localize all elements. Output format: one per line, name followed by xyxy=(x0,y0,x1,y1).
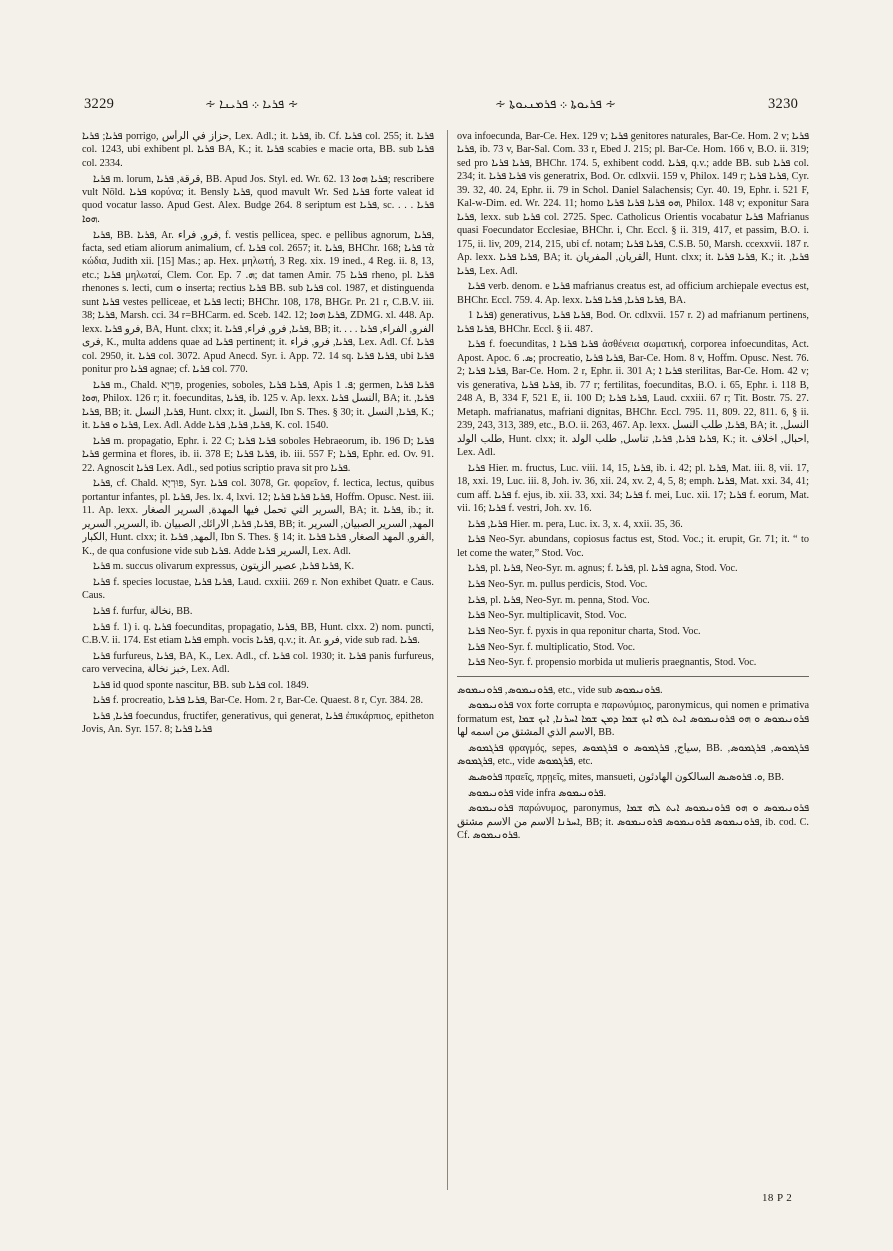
dictionary-entry: ܦܪܘܢܝܡܘܣ vox forte corrupta e παρωνύμιος, paronymicus, qui nomen e primativa formatum est, ܦܪܘܢܝܡܘܣ ܘ ܗܘ ܦܪܘܢܝܡܘܣ ܐܝܬ ܠܗ ܐܝܟ ܫܡܐ ܕܡܢ ܫܡܐ ܐܚܪܢܐ, ܐܝܟ ܫܡܐ الاسم الذي المشتق من اسمه لها, BB. xyxy=(457,700,809,739)
left-page-number: 3229 xyxy=(84,96,115,112)
left-running-head: ∻ ܦܪܝܐ ܀ ܦܪܝܢܐ ∻ xyxy=(205,96,299,111)
dictionary-entry: ܦܪܝܐ verb. denom. e ܦܪܝܐ mafrianus creatus est, ad officium archiepale evectus est, BHChr. Eccl. 759. 4. Ap. lexx. ܦܪܝܐ ܦܪܝܐ, ܦܪܝܐ ܦܪܝܐ, BA. xyxy=(457,281,809,306)
dictionary-entry: ܦܪܝܐ m. succus olivarum expressus, ܦܪܝܐ ܦܪܝܐ, عصير الزيتون, K. xyxy=(93,561,355,573)
dictionary-entry: ܦܪܝܐ, pl. ܦܪܝܐ, Neo-Syr. m. agnus; f. ܦܪܝܐ, pl. ܦܪܝܐ agna, Stod. Voc. xyxy=(468,563,738,575)
dictionary-entry: ܦܪܝܐ, ܦܪܝܐ foecundus, fructifer, generativus, qui generat, ܦܪܝܐ ἐπικάρπιος, epitheton Jovis, An. Syr. 157. 8; ܦܪܝܐ ܦܪܝܐ xyxy=(82,711,434,736)
dictionary-entry: ܦܪܝܐ Neo-Syr. f. multiplicatio, Stod. Voc. xyxy=(468,641,636,653)
dictionary-entry: ova infoecunda, Bar-Ce. Hex. 129 v; ܦܪܝܐ genitores naturales, Bar-Ce. Hom. 2 v; ܦܪܝܐ ܦܪܝܐ, ib. 73 v, Bar-Sal. Com. 33 r, Ebed J. 215; pl. Bar-Ce. Hom. 166 v, B.O. ii. 319; sed pro ܦܪܝܐ ܦܪܝܐ, BHChr. 174. 5, exhibent codd. ܦܪܝܐ, q.v.; adde BB. sub ܦܪܝܐ col. 234; it. ܦܪܝܐ ܦܪܝܐ vis generatrix, Bod. Or. cdlxvii. 159 v, Philox. 149 r; ܦܪܝܐ ܦܪܝܐ, Cyr. 39. 32, 40. 24, Ephr. ii. 79 in Schol. Daniel Salachensis; Cyr. 40. 19, Ephr. i. 521 F, Kal-w-Dim. ed. Wr. 224. 11; homo ܗܘ ܦܪܝܐ ܦܪܝܐ ܦܪܝܐ, Philox. 148 v; exponitur Sara ܦܪܝܐ, lexx. sub ܦܪܝܐ col. 2725. Spec. Catholicus Orientis vocabatur ܦܪܝܐ Mafrianus quasi Foecundator Ecclesiae, BHChr. i, Chr. Eccl. § ii. 319, 417, et passim, B.O. i. 175, ii. liv, 209, 214, 215, ubi cf. notam; ܦܪܝܐ ܦܪܝܐ, C.S.B. 50, Marsh. ccexxvii. 187 r. Ap. lexx. ܦܪܝܐ ܦܪܝܐ, BA; it. القريان, المفريان, Hunt. clxx; it. ܦܪܝܐ ܦܪܝܐ, K.; it. ܦܪܝܐ, ܦܪܝܐ, Lex. Adl. xyxy=(457,131,809,277)
right-page-number: 3230 xyxy=(768,96,799,112)
section-rule xyxy=(457,676,809,677)
dictionary-entry: ܦܪܘܣܝܣ πραεῖς, πρῃεῖς, mites, mansueti, ܘ. ܦܪܘܣܝܣ السالكون الهادئون, BB. xyxy=(468,771,784,783)
dictionary-entry: ܦܪܓܡܘܣ φραγμός, sepes, سياج, ܦܪܓܡܘܣ ܘ ܦܪܓܡܘܣ, BB. ܦܪܓܡܘܣ, ܦܪܓܡܘܣ, ܦܪܓܡܘܣ, etc., vide ܦܪܓܡܘܣ, etc. xyxy=(457,742,809,768)
dictionary-entry: ܦܪܝܐ f. foecunditas, ܦܪܝܐ ܦܪܝܐ ܐ ἀσθένεια σωματική, corporea infoecunditas, Act. Apost. Apoc. ܣ. 6; procreatio, ܦܪܝܐ ܦܪܝܐ, Bar-Ce. Hom. 8 v, Hoffm. Opusc. Nest. 76. 2; ܦܪܝܐ ܦܪܝܐ, Bar-Ce. Hom. 2 r, Ephr. ii. 301 A; ܦܪܝܐ ܐ sterilitas, Bar-Ce. Hom. 42 v; vis generativa, ܦܪܝܐ ܦܪܝܐ, ib. 77 r; fertilitas, foecunditas, B.O. i. 65, Ephr. i. 118 B, 248 A, B, 334 F, 521 E, ii. 100 D; ܦܪܝܐ ܦܪܝܐ, Laud. cxxiii. 67 r; Tit. Bostr. 75. 27. Metaph. mafrianatus, mafriani dignitas, BHChr. Eccl. 795. 11, 809. 22, 811. 6, § ii. 239, 243, 313, 389, etc., B.O. ii. 263, 467. Ap. lexx. ܦܪܝܐ, طلب النسل, BA; it. النسل, طلب الولد, Hunt. clxx; it. ܦܪܝܐ ܦܪܝܐ, ܦܪܝܐ, تناسل, طلب الولد, K.; it. احبال, اخلاف, Lex. Adl. xyxy=(457,339,809,458)
dictionary-entry: ܦܪܝܐ Neo-Syr. f. propensio morbida ut mulieris praegnantis, Stod. Voc. xyxy=(468,657,757,669)
dictionary-entry: ܦܪܝܐ Neo-Syr. multiplicavit, Stod. Voc. xyxy=(468,610,627,622)
dictionary-entry: ܦܪܘܢܝܡܘܣ παρώνυμος, paronymus, ܦܪܘܢܝܡܘܣ ܘ ܗܘ ܦܪܘܢܝܡܘܣ ܐܝܬ ܠܗ ܫܡܐ ܐܚܪܢܐ الاسم من الاسم مشتق, BB; it. ܦܪܘܢܝܡܘܣ ܦܪܘܢܝܡܘܣ ܦܪܘܢܝܡܘܣ, ib. cod. C. Cf. ܦܪܘܢܝܡܘܣ. xyxy=(457,803,809,842)
dictionary-entry: ܦܪܝܐ m., Chald. פִּרְיָא, progenies, soboles, ܦܪܝܐ ܦܪܝܐ, Apis ܦ. 1; germen, ܦܪܝܐ ܦܪܝܐ ܗܘܐ, Philox. 126 r; it. foecunditas, ܦܪܝܐ, ib. 125 v. Ap. lexx. النسل ܦܪܝܐ, BA; it. ܦܪܝܐ, ܦܪܝܐ, BB; it. ܦܪܝܐ, النسل, Hunt. clxx; it. النسل, Ibn S. Thes. § 30; it. ܦܪܝܐ, النسل, K.; it. ܦܪܝܐ ܘ ܦܪܝܐ, Lex. Adl. Adde ܦܪܝܐ, ܦܪܝܐ, ܦܪܝܐ, K. col. 1540. xyxy=(82,379,434,432)
dictionary-entry: ܦܪܝܐ, ܦܪܝܐ Hier. m. pera, Luc. ix. 3, x. 4, xxii. 35, 36. xyxy=(468,518,683,530)
dictionary-entry: ܦܪܝܐ f. procreatio, ܦܪܝܐ ܦܪܝܐ, Bar-Ce. Hom. 2 r, Bar-Ce. Quaest. 8 r, Cyr. 384. 28. xyxy=(93,695,424,707)
left-column xyxy=(82,130,434,1193)
dictionary-entry: ܦܪܝܐ, cf. Chald. פּוּרְיָא, Syr. ܦܪܝܐ col. 3078, Gr. φορεῖον, f. lectica, lectus, quibus portantur infantes, pl. ܦܪܝܐ, Jes. lx. 4, lxvi. 12; ܦܪܝܐ ܦܪܝܐ ܦܪܝܐ, Hoffm. Opusc. Nest. iii. 11. Ap. lexx. السرير التي تحمل فيها المهدة, السرير الصغار, BA; it. ܦܪܝܐ, ib.; it. السرير, السرير, ib. ܦܪܝܐ, ܦܪܝܐ, الارائك, الصبيان, BB; it. المهد, السرير الصبيان, السرير الكبار, Hunt. clxx; it. المهد, ܦܪܝܐ, Ibn S. Thes. § 14; it. الفرو, المهد الصغار, ܦܪܝܐ ܦܪܝܐ, K., de qua confusione vide sub ܦܪܝܐ. Adde السرير ܦܪܝܐ, Lex. Adl. xyxy=(82,478,434,557)
dictionary-entry: ܦܪܝܐ Neo-Syr. f. pyxis in qua reponitur charta, Stod. Voc. xyxy=(468,625,701,637)
dictionary-entry: ܦܪܝܐ 1) generativus, ܦܪܝܐ ܦܪܝܐ, Bod. Or. cdlxvii. 157 r. 2) ad mafrianum pertinens, ܦܪܝܐ ܦܪܝܐ, BHChr. Eccl. § ii. 487. xyxy=(457,310,809,335)
dictionary-entry: ܦܪܝܐ, BB. ܦܪܝܐ, Ar. فرو, فراء, f. vestis pellicea, spec. e pellibus agnorum, ܦܪܝܐ, facta, sed etiam aliorum animalium, cf. ܦܪܝܐ col. 2657; it. ܦܪܝܐ, BHChr. 168; ܦܪܝܐ τὰ κώδια, Judith xii. [15] Mas.; ap. Hex. μηλωτή, 3 Reg. xix. 19 ined., 4 Reg. ii. 8, 13, etc.; ܦܪܝܐ μηλωταί, Clem. Cor. Ep. ܗ. 7; dat tamen Amir. 75 ܦܪܝܐ rheno, pl. ܦܪܝܐ rhenones s. lecti, cum ܘ inserta; rectius ܦܪܝܐ BB. sub ܦܪܝܐ col. 1987, et distinguenda sunt ܦܪܝܐ vestes pelliceae, et ܦܪܝܐ lecti; BHChr. 108, 178, BHGr. Pr. 21 r, C.B.V. iii. 38; ܦܪܝܐ, Marsh. cci. 34 r=BHCarm. ed. Sceb. 142. 12; ܦܪܝܐ ܗܘܐ, ZDMG. xl. 448. Ap. lexx. فرو ܦܪܝܐ, BA, Hunt. clxx; it. ܦܪܝܐ, فرو, فراء, ܦܪܝܐ, BB; it. الفرو, الفراء, ܦܪܝܐ . . . فرى, K., multa addens quae ad ܦܪܝܐ pertinent; it. ܦܪܝܐ, فرو, فراء, Lex. Adl. Cf. ܦܪܝܐ col. 2950, it. ܦܪܝܐ col. 3072. Apud Anecd. Syr. i. App. 72. 14 sq. ܦܪܝܐ ܦܪܝܐ, ubi ܦܪܝܐ ponitur pro ܦܪܝܐ agnae; cf. ܦܪܝܐ col. 770. xyxy=(82,229,434,376)
dictionary-entry: ܦܪܘܢܝܡܘܣ vide infra ܦܪܘܢܝܡܘܣ. xyxy=(468,787,606,799)
dictionary-entry: ܦܪܝܐ f. 1) i. q. ܦܪܝܐ foecunditas, propagatio, ܦܪܝܐ, BB, Hunt. clxx. 2) nom. puncti, C.B.V. ii. 174. Est etiam ܦܪܝܐ emph. vocis ܦܪܝܐ, q.v.; it. Ar. فرو, vide sub rad. ܦܪܝܐ. xyxy=(82,621,434,646)
dictionary-entry: ܦܪܘܢܝܡܘܣ, ܦܪܘܢܝܡܘܣ, etc., vide sub ܦܪܘܢܝܡܘܣ. xyxy=(457,684,663,696)
right-running-head: ∻ ܦܪܝܘܬܐ ܀ ܦܪܡܢܝܘܬܐ ∻ xyxy=(495,96,617,111)
page-header xyxy=(0,96,893,118)
dictionary-entry: ܦܪܝܐ f. furfur, نخالة, BB. xyxy=(93,605,193,617)
dictionary-entry: ܦܪܝܐ f. species locustae, ܦܪܝܐ ܦܪܝܐ, Laud. cxxiii. 269 r. Non exhibet Quatr. e Caus. Caus. xyxy=(82,576,434,602)
dictionary-entry: ܦܪܝܐ Neo-Syr. abundans, copiosus factus est, Stod. Voc.; it. erupit, Gr. 71; it. “ to let come the water,” Stod. Voc. xyxy=(457,534,809,559)
dictionary-entry: ܦܪܝܐ Hier. m. fructus, Luc. viii. 14, 15, ܦܪܝܐ, ib. i. 42; pl. ܦܪܝܐ, Mat. iii. 8, vii. 17, 18, xxi. 19, Luc. iii. 8, Joh. iv. 36, xii. 24, xv. 2, 4, 5, 8; emph. ܦܪܝܐ, Mat. xxi. 34, 41; cum aff. ܦܪܝܐ f. ejus, ib. xii. 33, xxi. 34; ܦܪܝܐ f. mei, Luc. xii. 17; ܦܪܝܐ f. eorum, Mat. vii. 16; ܦܪܝܐ f. vestri, Joh. xv. 16. xyxy=(457,462,809,514)
dictionary-entry: ܦܪܝܐ m. propagatio, Ephr. i. 22 C; ܦܪܝܐ ܦܪܝܐ soboles Hebraeorum, ib. 196 D; ܦܪܝܐ ܦܪܝܐ germina et flores, ib. ii. 378 E; ܦܪܝܐ ܦܪܝܐ, ib. iii. 557 F; ܦܪܝܐ, Ephr. ed. Ov. 91. 22. Agnoscit ܦܪܝܐ Lex. Adl., sed potius scriptio prava sit pro ܦܪܝܐ. xyxy=(82,435,434,474)
right-column xyxy=(457,130,809,1193)
printer-signature: 18 P 2 xyxy=(762,1192,793,1204)
dictionary-entry: ܦܪܝܐ Neo-Syr. m. pullus perdicis, Stod. Voc. xyxy=(468,579,648,590)
dictionary-entry: ܦܪܝܐ, pl. ܦܪܝܐ, Neo-Syr. m. penna, Stod. Voc. xyxy=(468,594,650,606)
column-divider xyxy=(447,130,448,1190)
dictionary-entry: ܦܪܝܐ m. lorum, قرقة, ܦܪܝܐ, BB. Apud Jos. Styl. ed. Wr. 62. 13 ܦܪܝܐ ܗܘܐ; rescribere vult Nöld. ܦܪܝܐ κορύνα; it. Bensly ܦܪܝܐ, quod mavult Wr. Sed ܦܪܝܐ forte valeat id quod vocatur lasso. Apud Gest. Alex. Budge 264. 8 seriptum est ܦܪܝܐ, sc. ܦܪܝܐ . . . ܗܘܐ. xyxy=(82,173,434,225)
dictionary-entry: ܦܪܝܐ furfureus, ܦܪܝܐ, BA, K., Lex. Adl., cf. ܦܪܝܐ col. 1930; it. ܦܪܝܐ panis furfureus, caro vervecina, خبز نخالة, Lex. Adl. xyxy=(82,650,434,676)
dictionary-entry: ܦܪܝܐ; ܦܪܝܐ porrigo, حزاز في الرأس, Lex. Adl.; it. ܦܪܝܐ, ib. Cf. ܦܪܝܐ col. 255; it. ܦܪܝܐ col. 1243, ubi exhibent pl. ܦܪܝܐ BA, K.; it. ܦܪܝܐ scabies e macie orta, BB. sub ܦܪܝܐ col. 2334. xyxy=(82,131,434,169)
dictionary-entry: ܦܪܝܐ id quod sponte nascitur, BB. sub ܦܪܝܐ col. 1849. xyxy=(93,679,309,691)
